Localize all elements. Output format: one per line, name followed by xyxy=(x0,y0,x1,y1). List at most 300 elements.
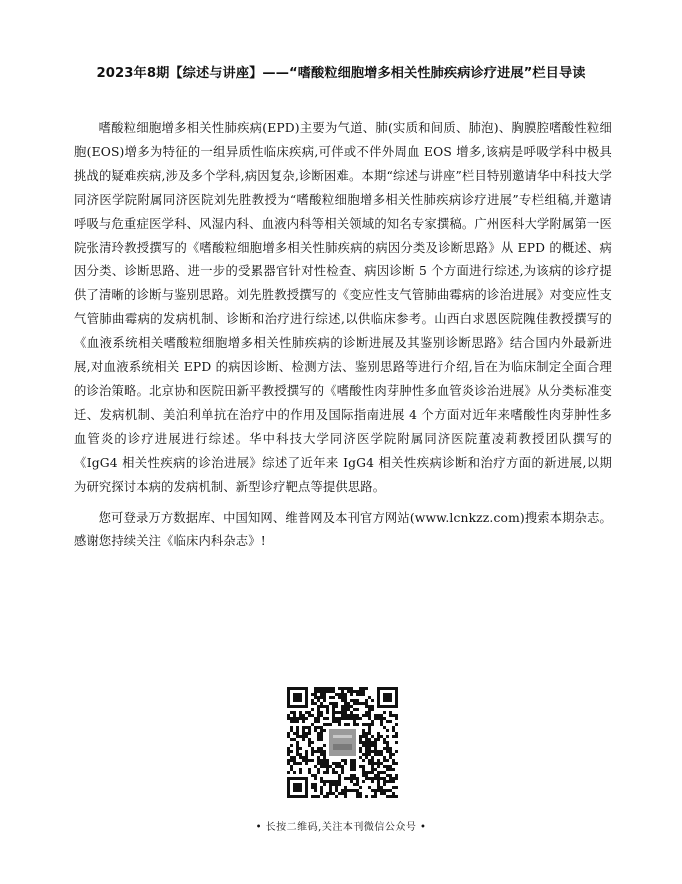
qr-module xyxy=(320,735,323,738)
intro-paragraph: 嗜酸粒细胞增多相关性肺疾病(EPD)主要为气道、肺(实质和间质、肺泡)、胸膜腔嗜酸性粒细胞(EOS)增多为特征的一组异质性临床疾病,可伴或不伴外周血 EOS 增多,该病是呼吸学科中极具挑战的疑难疾病,涉及多个学科,病因复杂,诊断困难。本期“综述与讲座”栏目特别邀请华中科技大学同济医学院附属同济医院刘先胜教授为“嗜酸粒细胞增多相关性肺疾病诊疗进展”专栏组稿,并邀请呼吸与危重症医学科、风湿内科、血液内科等相关领域的知名专家撰稿。广州医科大学附属第一医院张清玲教授撰写的《嗜酸粒细胞增多相关性肺疾病的病因分类及诊断思路》从 EPD 的概述、病因分类、诊断思路、进一步的受累器官针对性检查、病因诊断 5 个方面进行综述,为该病的诊疗提供了清晰的诊断与鉴别思路。刘先胜教授撰写的《变应性支气管肺曲霉病的诊治进展》对变应性支气管肺曲霉病的发病机制、诊断和治疗进行综述,以供临床参考。山西白求恩医院隗佳教授撰写的《血液系统相关嗜酸粒细胞增多相关性肺疾病的诊断进展及其鉴别诊断思路》结合国内外最新进展,对血液系统相关 EPD 的病因诊断、检测方法、鉴别思路等进行介绍,旨在为临床制定全面合理的诊治策略。北京协和医院田新平教授撰写的《嗜酸性肉芽肿性多血管炎诊治进展》从分类标准变迁、发病机制、美泊利单抗在治疗中的作用及国际指南进展 4 个方面对近年来嗜酸性肉芽肿性多血管炎的诊疗进展进行综述。华中科技大学同济医学院附属同济医院董凌莉教授团队撰写的《IgG4 相关性疾病的诊治进展》综述了近年来 IgG4 相关性疾病诊断和治疗方面的新进展,以期为研究探讨本病的发病机制、新型诊疗靶点等提供思路。 xyxy=(74,121,612,494)
qr-module xyxy=(302,717,305,720)
qr-module xyxy=(389,774,392,777)
qr-module xyxy=(320,711,323,714)
qr-module xyxy=(350,714,353,717)
qr-module xyxy=(356,717,359,720)
qr-module xyxy=(386,741,389,744)
qr-module xyxy=(380,717,383,720)
qr-module xyxy=(392,795,395,798)
qr-module xyxy=(350,768,353,771)
qr-module xyxy=(377,789,380,792)
qr-module xyxy=(296,753,299,756)
qr-module xyxy=(395,735,398,738)
qr-module xyxy=(347,789,350,792)
qr-module xyxy=(395,717,398,720)
qr-module xyxy=(305,762,308,765)
qr-module xyxy=(317,687,320,690)
qr-module xyxy=(359,738,362,741)
qr-module xyxy=(287,753,290,756)
qr-module xyxy=(338,711,341,714)
qr-module xyxy=(317,690,320,693)
qr-module xyxy=(386,759,389,762)
qr-module xyxy=(344,792,347,795)
qr-module xyxy=(353,762,356,765)
qr-module xyxy=(314,789,317,792)
qr-module xyxy=(383,765,386,768)
qr-module xyxy=(344,786,347,789)
qr-module xyxy=(341,687,344,690)
qr-module xyxy=(323,744,326,747)
qr-module xyxy=(386,789,389,792)
qr-module xyxy=(386,795,389,798)
qr-module xyxy=(299,753,302,756)
qr-code-icon[interactable] xyxy=(287,687,398,798)
qr-module xyxy=(320,693,323,696)
qr-module xyxy=(353,717,356,720)
qr-module xyxy=(344,714,347,717)
qr-module xyxy=(326,762,329,765)
qr-module xyxy=(374,768,377,771)
qr-module xyxy=(329,780,332,783)
qr-module xyxy=(371,744,374,747)
qr-module xyxy=(359,687,362,690)
qr-module xyxy=(344,795,347,798)
qr-module xyxy=(365,699,368,702)
qr-module xyxy=(374,717,377,720)
qr-finder-inner xyxy=(293,783,302,792)
qr-module xyxy=(365,705,368,708)
qr-module xyxy=(392,729,395,732)
qr-module xyxy=(338,696,341,699)
qr-module xyxy=(317,756,320,759)
qr-module xyxy=(323,780,326,783)
qr-module xyxy=(365,777,368,780)
qr-module xyxy=(371,780,374,783)
qr-module xyxy=(296,726,299,729)
qr-module xyxy=(380,786,383,789)
qr-module xyxy=(314,765,317,768)
qr-module xyxy=(368,705,371,708)
qr-module xyxy=(392,792,395,795)
article-body xyxy=(74,117,612,554)
qr-module xyxy=(389,720,392,723)
qr-module xyxy=(383,756,386,759)
qr-module xyxy=(359,717,362,720)
qr-module xyxy=(365,750,368,753)
qr-module xyxy=(347,708,350,711)
qr-module xyxy=(311,741,314,744)
qr-module xyxy=(323,693,326,696)
qr-module xyxy=(308,738,311,741)
qr-module xyxy=(326,711,329,714)
qr-module xyxy=(365,711,368,714)
qr-module xyxy=(311,750,314,753)
qr-module xyxy=(308,714,311,717)
qr-module xyxy=(350,762,353,765)
qr-module xyxy=(338,717,341,720)
qr-module xyxy=(308,771,311,774)
qr-module xyxy=(371,771,374,774)
qr-module xyxy=(311,699,314,702)
qr-module xyxy=(359,792,362,795)
qr-module xyxy=(338,693,341,696)
qr-module xyxy=(302,726,305,729)
qr-module xyxy=(359,765,362,768)
qr-module xyxy=(392,735,395,738)
qr-module xyxy=(368,738,371,741)
qr-module xyxy=(380,735,383,738)
qr-module xyxy=(353,699,356,702)
qr-module xyxy=(320,696,323,699)
qr-module xyxy=(347,777,350,780)
qr-module xyxy=(356,795,359,798)
qr-module xyxy=(371,768,374,771)
qr-module xyxy=(380,789,383,792)
qr-module xyxy=(326,717,329,720)
qr-module xyxy=(395,774,398,777)
qr-module xyxy=(338,720,341,723)
qr-module xyxy=(353,774,356,777)
qr-module xyxy=(383,777,386,780)
qr-module xyxy=(386,720,389,723)
qr-module xyxy=(293,711,296,714)
qr-module xyxy=(326,771,329,774)
qr-module xyxy=(335,783,338,786)
qr-module xyxy=(296,762,299,765)
qr-module xyxy=(341,789,344,792)
qr-module xyxy=(344,702,347,705)
qr-module xyxy=(374,741,377,744)
qr-module xyxy=(377,735,380,738)
qr-logo-band xyxy=(333,744,352,750)
qr-module xyxy=(320,702,323,705)
qr-module xyxy=(368,723,371,726)
qr-module xyxy=(368,750,371,753)
qr-module xyxy=(323,717,326,720)
qr-module xyxy=(326,759,329,762)
qr-module xyxy=(320,792,323,795)
qr-module xyxy=(377,753,380,756)
qr-module xyxy=(311,693,314,696)
qr-module xyxy=(356,780,359,783)
qr-module xyxy=(341,759,344,762)
qr-module xyxy=(311,708,314,711)
qr-module xyxy=(293,762,296,765)
qr-module xyxy=(371,723,374,726)
qr-module xyxy=(383,783,386,786)
qr-module xyxy=(317,705,320,708)
qr-module xyxy=(371,720,374,723)
qr-module xyxy=(302,720,305,723)
qr-module xyxy=(350,777,353,780)
qr-module xyxy=(377,765,380,768)
qr-module xyxy=(389,780,392,783)
qr-module xyxy=(332,771,335,774)
qr-module xyxy=(386,750,389,753)
qr-module xyxy=(311,774,314,777)
qr-module xyxy=(347,690,350,693)
qr-module xyxy=(329,765,332,768)
qr-module xyxy=(290,750,293,753)
qr-module xyxy=(353,720,356,723)
qr-module xyxy=(350,780,353,783)
qr-module xyxy=(317,747,320,750)
qr-module xyxy=(305,726,308,729)
qr-module xyxy=(383,711,386,714)
qr-module xyxy=(290,711,293,714)
qr-module xyxy=(317,762,320,765)
qr-module xyxy=(353,690,356,693)
qr-module xyxy=(335,765,338,768)
qr-module xyxy=(323,723,326,726)
qr-module xyxy=(383,780,386,783)
qr-module xyxy=(338,783,341,786)
qr-module xyxy=(368,786,371,789)
qr-module xyxy=(311,786,314,789)
qr-module xyxy=(374,744,377,747)
qr-module xyxy=(308,726,311,729)
qr-module xyxy=(353,702,356,705)
qr-module xyxy=(314,687,317,690)
qr-module xyxy=(344,708,347,711)
qr-module xyxy=(320,759,323,762)
qr-module xyxy=(350,687,353,690)
qr-module xyxy=(344,717,347,720)
qr-module xyxy=(380,714,383,717)
qr-module xyxy=(344,693,347,696)
qr-module xyxy=(368,771,371,774)
qr-module xyxy=(335,795,338,798)
qr-module xyxy=(326,768,329,771)
qr-module xyxy=(377,777,380,780)
qr-module xyxy=(317,720,320,723)
qr-module xyxy=(344,777,347,780)
qr-module xyxy=(320,765,323,768)
qr-module xyxy=(350,699,353,702)
qr-module xyxy=(308,741,311,744)
qr-module xyxy=(386,765,389,768)
qr-module xyxy=(320,777,323,780)
qr-module xyxy=(392,780,395,783)
qr-module xyxy=(323,762,326,765)
qr-module xyxy=(320,732,323,735)
qr-module xyxy=(335,789,338,792)
qr-module xyxy=(356,699,359,702)
qr-module xyxy=(341,714,344,717)
qr-module xyxy=(389,756,392,759)
qr-module xyxy=(359,741,362,744)
qr-module xyxy=(380,750,383,753)
qr-module xyxy=(308,744,311,747)
qr-module xyxy=(287,747,290,750)
qr-module xyxy=(371,759,374,762)
qr-module xyxy=(317,714,320,717)
qr-module xyxy=(341,792,344,795)
qr-module xyxy=(386,735,389,738)
qr-module xyxy=(356,777,359,780)
qr-module xyxy=(374,747,377,750)
qr-module xyxy=(392,777,395,780)
qr-module xyxy=(305,756,308,759)
qr-module xyxy=(395,762,398,765)
qr-module xyxy=(374,750,377,753)
qr-module xyxy=(377,750,380,753)
qr-module xyxy=(377,717,380,720)
qr-module xyxy=(332,783,335,786)
qr-module xyxy=(296,735,299,738)
qr-module xyxy=(341,699,344,702)
qr-module xyxy=(287,714,290,717)
qr-module xyxy=(350,690,353,693)
qr-module xyxy=(383,747,386,750)
qr-module xyxy=(296,750,299,753)
qr-module xyxy=(323,756,326,759)
qr-module xyxy=(350,711,353,714)
qr-module xyxy=(332,792,335,795)
qr-module xyxy=(299,768,302,771)
qr-module xyxy=(356,789,359,792)
qr-module xyxy=(362,735,365,738)
qr-module xyxy=(311,747,314,750)
qr-module xyxy=(326,792,329,795)
qr-module xyxy=(290,729,293,732)
qr-module xyxy=(395,750,398,753)
qr-module xyxy=(359,786,362,789)
qr-module xyxy=(365,753,368,756)
qr-module xyxy=(290,744,293,747)
qr-module xyxy=(371,789,374,792)
qr-module xyxy=(290,768,293,771)
qr-module xyxy=(368,741,371,744)
qr-module xyxy=(299,717,302,720)
article-title: 2023年8期【综述与讲座】——“嗜酸粒细胞增多相关性肺疾病诊疗进展”栏目导读 xyxy=(96,66,586,81)
qr-module xyxy=(302,738,305,741)
qr-module xyxy=(377,762,380,765)
qr-module xyxy=(287,759,290,762)
qr-module xyxy=(323,705,326,708)
qr-module xyxy=(350,705,353,708)
qr-module xyxy=(389,789,392,792)
qr-module xyxy=(335,702,338,705)
qr-module xyxy=(353,714,356,717)
qr-module xyxy=(332,687,335,690)
qr-module xyxy=(377,786,380,789)
qr-module xyxy=(302,732,305,735)
qr-module xyxy=(287,717,290,720)
qr-module xyxy=(320,705,323,708)
qr-module xyxy=(314,777,317,780)
qr-module xyxy=(335,711,338,714)
qr-module xyxy=(359,756,362,759)
qr-module xyxy=(383,771,386,774)
qr-module xyxy=(317,717,320,720)
qr-module xyxy=(359,795,362,798)
qr-module xyxy=(383,789,386,792)
qr-module xyxy=(344,723,347,726)
qr-module xyxy=(305,732,308,735)
qr-module xyxy=(380,777,383,780)
qr-module xyxy=(341,768,344,771)
qr-module xyxy=(389,750,392,753)
qr-module xyxy=(323,759,326,762)
qr-module xyxy=(365,738,368,741)
qr-module xyxy=(335,717,338,720)
qr-module xyxy=(314,720,317,723)
qr-module xyxy=(323,750,326,753)
qr-module xyxy=(314,795,317,798)
qr-module xyxy=(332,711,335,714)
qr-module xyxy=(365,714,368,717)
qr-module xyxy=(368,714,371,717)
qr-module xyxy=(353,765,356,768)
qr-module xyxy=(299,762,302,765)
qr-module xyxy=(365,774,368,777)
qr-module xyxy=(383,792,386,795)
qr-module xyxy=(389,711,392,714)
qr-module xyxy=(287,771,290,774)
qr-module xyxy=(383,759,386,762)
qr-module xyxy=(371,795,374,798)
qr-module xyxy=(359,750,362,753)
qr-module xyxy=(371,762,374,765)
qr-module xyxy=(389,768,392,771)
qr-module xyxy=(392,762,395,765)
qr-module xyxy=(377,738,380,741)
qr-module xyxy=(314,693,317,696)
qr-module xyxy=(362,771,365,774)
qr-module xyxy=(371,735,374,738)
qr-module xyxy=(317,708,320,711)
qr-module xyxy=(287,750,290,753)
qr-module xyxy=(296,732,299,735)
qr-module xyxy=(395,786,398,789)
qr-module xyxy=(311,702,314,705)
qr-module xyxy=(392,768,395,771)
qr-module xyxy=(344,699,347,702)
qr-module xyxy=(338,780,341,783)
qr-module xyxy=(380,771,383,774)
qr-module xyxy=(299,735,302,738)
qr-module xyxy=(356,792,359,795)
qr-module xyxy=(365,747,368,750)
qr-module xyxy=(338,765,341,768)
qr-module xyxy=(392,759,395,762)
qr-module xyxy=(296,744,299,747)
qr-module xyxy=(380,792,383,795)
qr-module xyxy=(383,726,386,729)
qr-module xyxy=(293,738,296,741)
qr-module xyxy=(323,783,326,786)
qr-module xyxy=(329,723,332,726)
qr-module xyxy=(314,726,317,729)
qr-module xyxy=(323,765,326,768)
qr-module xyxy=(338,687,341,690)
qr-module xyxy=(362,741,365,744)
qr-module xyxy=(332,780,335,783)
qr-module xyxy=(359,735,362,738)
qr-module xyxy=(356,714,359,717)
qr-module xyxy=(305,735,308,738)
qr-module xyxy=(308,732,311,735)
qr-module xyxy=(356,690,359,693)
qr-module xyxy=(290,765,293,768)
qr-module xyxy=(302,729,305,732)
qr-module xyxy=(344,789,347,792)
qr-module xyxy=(296,717,299,720)
qr-module xyxy=(362,702,365,705)
qr-module xyxy=(371,750,374,753)
qr-module xyxy=(377,771,380,774)
